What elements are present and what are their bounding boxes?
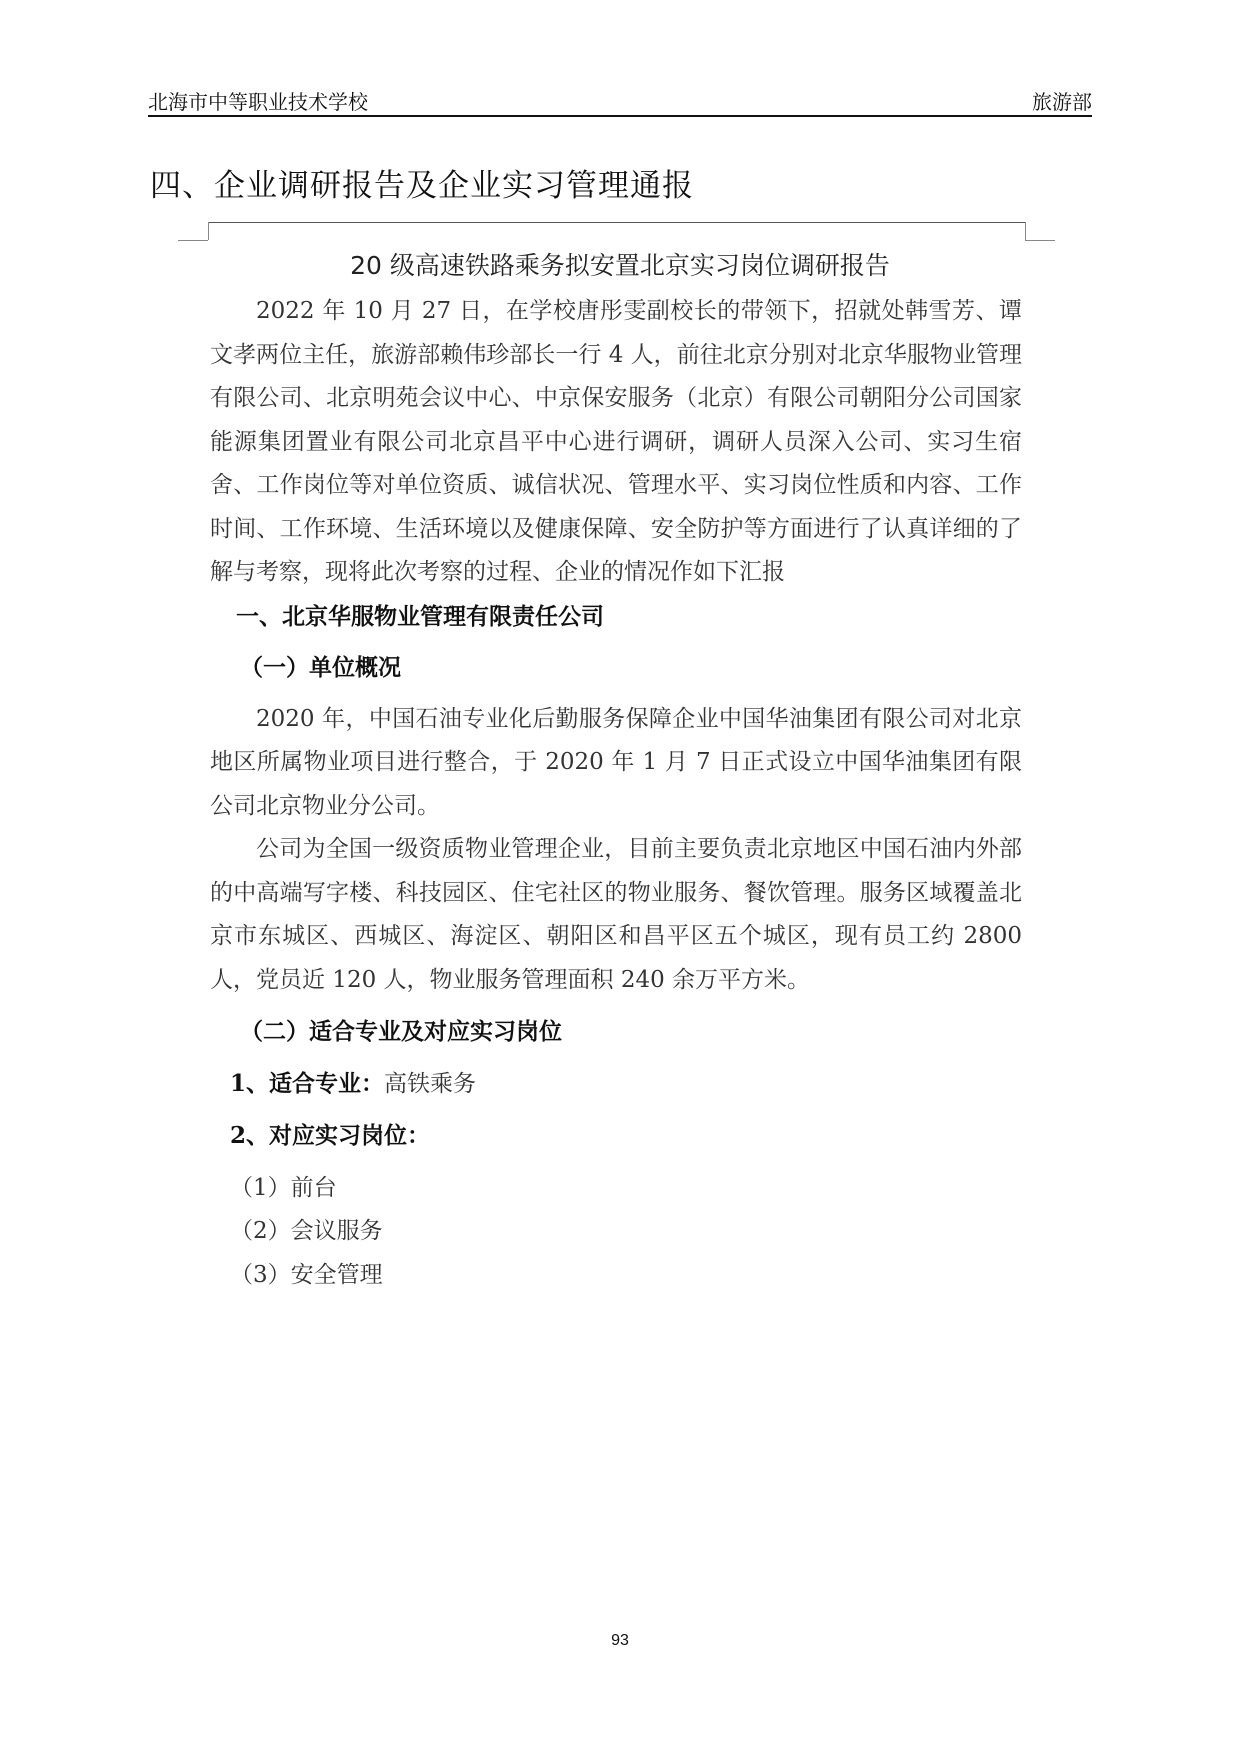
section-title: 四、企业调研报告及企业实习管理通报 — [150, 168, 694, 204]
page-header — [148, 84, 1092, 116]
crop-mark-left — [208, 222, 209, 240]
position-item: （2）会议服务 — [230, 1218, 383, 1244]
overview-paragraph-1: 2020 年，中国石油专业化后勤服务保障企业中国华油集团有限公司对北京地区所属物业项目进行整合，于 2020 年 1 月 7 日正式设立中国华油集团有限公司北京物业分公司。 — [210, 705, 1022, 819]
majors-heading: （二）适合专业及对应实习岗位 — [240, 1018, 562, 1045]
suitable-major — [210, 1062, 1022, 1107]
overview-heading: （一）单位概况 — [240, 654, 401, 681]
report-title: 20 级高速铁路乘务拟安置北京实习岗位调研报告 — [350, 251, 890, 280]
position-item: （1）前台 — [230, 1174, 337, 1201]
header-divider — [148, 115, 1092, 117]
page-number: 93 — [611, 1632, 629, 1649]
overview-paragraph-2: 公司为全国一级资质物业管理企业，目前主要负责北京地区中国石油内外部 的中高端写字楼、科技园区、住宅社区的物业服务、餐饮管理。服务区域覆盖北 京市东城区、西城区、海淀区、朝阳区和昌平区五个城区，现有员工约 2800 人，党员近 120 人，物业服务管理面积 240 余万平方米。 — [210, 836, 1022, 993]
company-heading: 一、北京华服物业管理有限责任公司 — [236, 602, 604, 630]
crop-mark-right-horizontal — [1025, 240, 1055, 241]
positions-label: 2、对应实习岗位： — [230, 1122, 431, 1149]
suitable-major-value: 高铁乘务 — [384, 1070, 477, 1097]
position-item: （3）安全管理 — [230, 1261, 383, 1288]
header-school-name: 北海市中等职业技术学校 — [148, 90, 368, 114]
content-top-rule — [208, 222, 1026, 223]
crop-mark-right — [1025, 222, 1026, 240]
suitable-major-label: 1、适合专业： — [230, 1069, 385, 1097]
intro-paragraph: 2022 年 10 月 27 日，在学校唐彤雯副校长的带领下，招就处韩雪芳、谭文孝两位主任，旅游部赖伟珍部长一行 4 人，前往北京分别对北京华服物业管理有限公司、北京明苑会议中心、中京保安服务（北京）有限公司朝阳分公司国家能源集团置业有限公司北京昌平中心进行调研，调研人员深入公司、实习生宿舍、工作岗位等对单位资质、诚信状况、管理水平、实习岗位性质和内容、工作时间、工作环境、生活环境以及健康保障、安全防护等方面进行了认真详细的了解与考察，现将此次考察的过程、企业的情况作如下汇报 — [210, 298, 1022, 585]
report-body — [210, 290, 1022, 1297]
header-department: 旅游部 — [1032, 90, 1092, 114]
positions-heading — [210, 1114, 1022, 1159]
crop-mark-left-horizontal — [178, 240, 208, 241]
